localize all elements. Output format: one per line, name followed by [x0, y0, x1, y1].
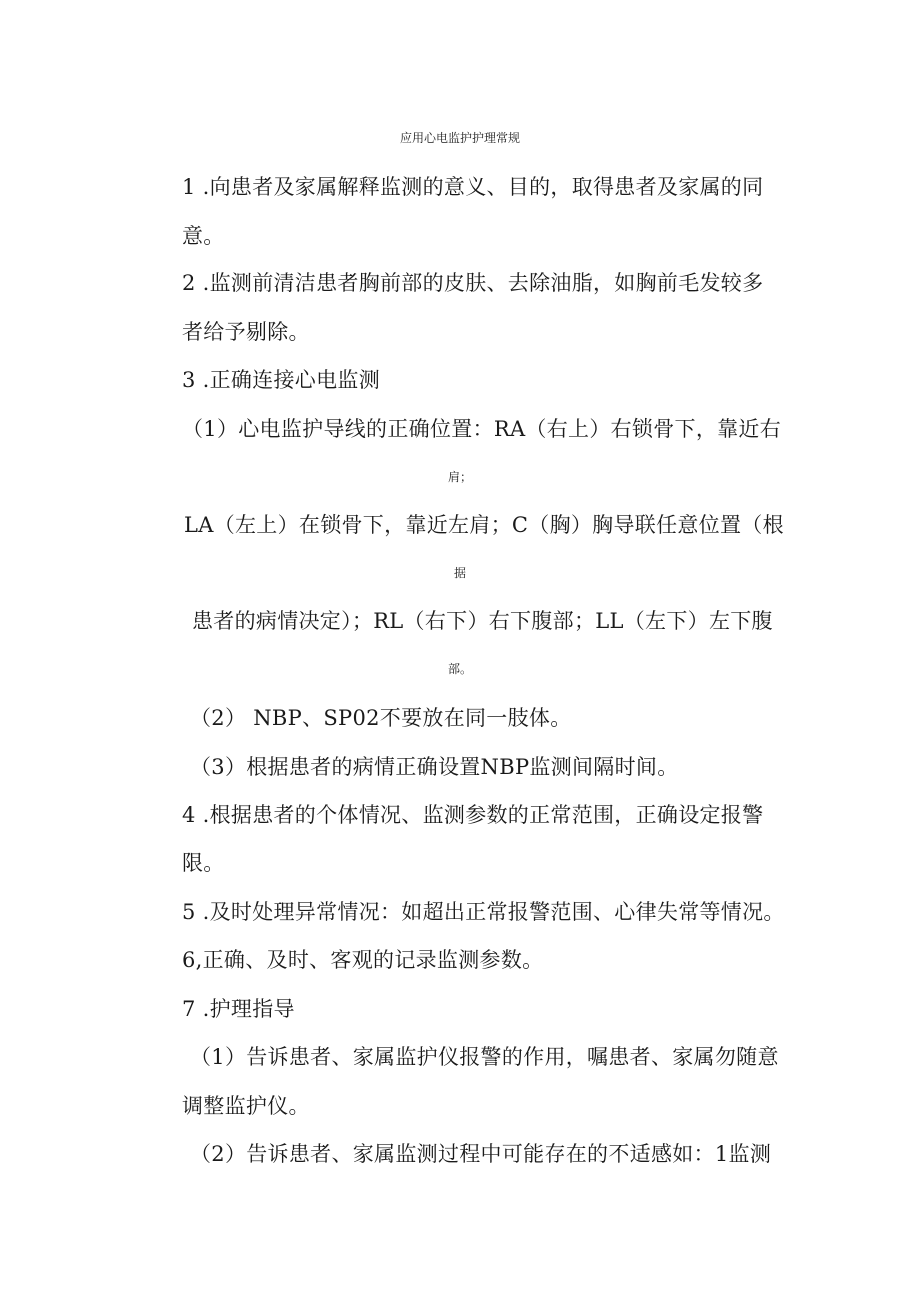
paragraph-line: 5 .及时处理异常情况：如超出正常报警范围、心律失常等情况。 — [182, 900, 785, 924]
paragraph-line: （2） NBP、SP02不要放在同一肢体。 — [190, 706, 572, 730]
paragraph-line: （2）告诉患者、家属监测过程中可能存在的不适感如：1监测 — [190, 1142, 772, 1166]
paragraph-line: （1）心电监护导线的正确位置：RA（右上）右锁骨下，靠近右 — [182, 417, 782, 441]
paragraph-line: 据 — [453, 566, 466, 580]
paragraph-line: 6,正确、及时、客观的记录监测参数。 — [182, 948, 544, 972]
paragraph-line: 3 .正确连接心电监测 — [182, 368, 381, 392]
paragraph-line: （1）告诉患者、家属监护仪报警的作用，嘱患者、家属勿随意 — [190, 1045, 779, 1069]
paragraph-line: 7 .护理指导 — [182, 997, 295, 1021]
paragraph-line: 1 .向患者及家属解释监测的意义、目的，取得患者及家属的同 — [182, 175, 764, 199]
paragraph-line: 意。 — [182, 224, 225, 248]
paragraph-line: 调整监护仪。 — [182, 1094, 310, 1118]
paragraph-line: 4 .根据患者的个体情况、监测参数的正常范围，正确设定报警 — [182, 803, 764, 827]
paragraph-line: （3）根据患者的病情正确设置NBP监测间隔时间。 — [190, 755, 679, 779]
paragraph-line: 者给予剔除。 — [182, 320, 310, 344]
paragraph-line: 部。 — [447, 662, 472, 676]
paragraph-line: 限。 — [182, 851, 225, 875]
paragraph-line: 肩； — [447, 470, 472, 484]
paragraph-line: 患者的病情决定）；RL（右下）右下腹部；LL（左下）左下腹 — [192, 609, 773, 633]
paragraph-line: 2 .监测前清洁患者胸前部的皮肤、去除油脂，如胸前毛发较多 — [182, 271, 764, 295]
paragraph-line: LA（左上）在锁骨下，靠近左肩；C（胸）胸导联任意位置（根 — [184, 513, 784, 537]
document-title: 应用心电监护护理常规 — [399, 131, 520, 145]
